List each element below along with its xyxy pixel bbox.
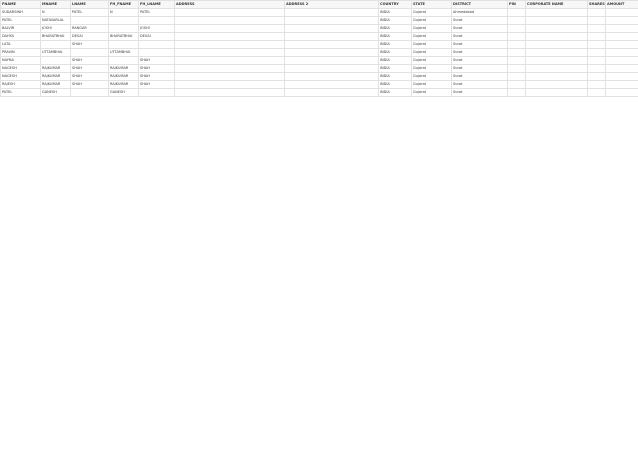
table-cell[interactable] [588,57,606,65]
column-header[interactable]: FNAME [1,1,41,9]
column-header[interactable]: DISTRICT [452,1,508,9]
table-cell[interactable] [606,25,638,33]
table-cell[interactable]: NAYNA [1,57,41,65]
table-cell[interactable]: INDIA [379,57,412,65]
table-cell[interactable]: SHAH [139,57,175,65]
table-row[interactable] [1,49,638,57]
table-cell[interactable] [588,89,606,97]
table-cell[interactable]: SHAH [71,41,109,49]
table-cell[interactable] [175,81,285,89]
table-cell[interactable]: LATA [1,41,41,49]
table-cell[interactable]: N [41,9,71,17]
table-cell[interactable]: RAJKUMAR [41,81,71,89]
table-cell[interactable]: RAJKUMAR [109,65,139,73]
table-cell[interactable] [285,41,379,49]
data-table [0,0,638,97]
table-cell[interactable]: GANESH [41,89,71,97]
table-cell[interactable] [175,65,285,73]
table-row[interactable] [1,65,638,73]
table-cell[interactable]: INDIA [379,89,412,97]
table-cell[interactable]: SHAH [71,65,109,73]
table-cell[interactable] [109,57,139,65]
table-cell[interactable] [588,49,606,57]
table-cell[interactable]: PRAVIN [1,49,41,57]
table-cell[interactable]: INDIA [379,41,412,49]
table-cell[interactable] [588,73,606,81]
table-cell[interactable] [526,41,588,49]
table-cell[interactable] [508,89,526,97]
column-header[interactable]: STATE [412,1,452,9]
table-cell[interactable] [285,49,379,57]
table-cell[interactable]: Surat [452,17,508,25]
table-cell[interactable] [175,9,285,17]
table-cell[interactable] [526,17,588,25]
table-cell[interactable]: Gujarat [412,41,452,49]
table-cell[interactable] [139,49,175,57]
table-cell[interactable] [109,25,139,33]
table-cell[interactable] [606,81,638,89]
table-cell[interactable]: RANGAR [71,25,109,33]
table-cell[interactable] [285,9,379,17]
table-cell[interactable]: PATEL [1,89,41,97]
table-cell[interactable] [175,25,285,33]
table-cell[interactable]: Gujarat [412,57,452,65]
table-cell[interactable] [41,41,71,49]
table-cell[interactable]: Surat [452,73,508,81]
column-header[interactable]: COUNTRY [379,1,412,9]
table-cell[interactable]: Surat [452,57,508,65]
table-row[interactable] [1,73,638,81]
table-cell[interactable] [508,49,526,57]
column-header[interactable]: FH_LNAME [139,1,175,9]
table-cell[interactable] [526,65,588,73]
table-cell[interactable] [606,57,638,65]
table-cell[interactable]: Gujarat [412,89,452,97]
table-cell[interactable] [606,65,638,73]
table-cell[interactable] [508,17,526,25]
table-cell[interactable]: SHAH [139,81,175,89]
table-cell[interactable] [71,89,109,97]
table-cell[interactable]: JOSHI [41,25,71,33]
table-cell[interactable] [175,89,285,97]
table-cell[interactable] [526,73,588,81]
table-cell[interactable] [588,9,606,17]
column-header[interactable]: FH_FNAME [109,1,139,9]
table-cell[interactable] [508,81,526,89]
table-cell[interactable]: Surat [452,25,508,33]
table-cell[interactable] [285,81,379,89]
table-cell[interactable] [71,17,109,25]
table-cell[interactable] [109,41,139,49]
table-cell[interactable]: BHARATBHAI [109,33,139,41]
table-cell[interactable] [508,41,526,49]
table-cell[interactable]: NAGESH [1,65,41,73]
table-cell[interactable]: Gujarat [412,9,452,17]
table-cell[interactable] [606,17,638,25]
table-cell[interactable]: UTTAMBHAI [109,49,139,57]
table-cell[interactable] [526,89,588,97]
table-cell[interactable] [139,17,175,25]
table-cell[interactable]: INDIA [379,17,412,25]
table-cell[interactable] [285,25,379,33]
table-cell[interactable] [588,17,606,25]
table-row[interactable] [1,33,638,41]
table-cell[interactable] [588,33,606,41]
table-cell[interactable] [285,33,379,41]
table-cell[interactable]: UTTAMBHAI [41,49,71,57]
header-row [1,1,638,9]
table-cell[interactable]: DESAI [139,33,175,41]
table-cell[interactable]: RAJKUMAR [109,81,139,89]
table-cell[interactable] [175,17,285,25]
table-cell[interactable]: RAJKUMAR [41,65,71,73]
table-row[interactable] [1,89,638,97]
table-cell[interactable] [588,25,606,33]
table-cell[interactable]: SHAH [71,57,109,65]
table-cell[interactable]: BALVIR [1,25,41,33]
table-cell[interactable] [175,33,285,41]
table-cell[interactable]: RAJESH [1,81,41,89]
table-cell[interactable] [588,41,606,49]
table-cell[interactable] [588,65,606,73]
table-cell[interactable]: Surat [452,81,508,89]
column-header[interactable]: CORPORATE NAME [526,1,588,9]
table-cell[interactable] [285,57,379,65]
table-cell[interactable]: DESAI [71,33,109,41]
table-cell[interactable]: SHAH [139,73,175,81]
table-cell[interactable]: INDIA [379,33,412,41]
column-header[interactable]: MNAME [41,1,71,9]
table-row[interactable] [1,41,638,49]
table-cell[interactable] [139,41,175,49]
table-cell[interactable]: Gujarat [412,73,452,81]
table-cell[interactable]: INDIA [379,73,412,81]
table-cell[interactable] [71,49,109,57]
table-cell[interactable]: SHAH [71,73,109,81]
table-cell[interactable] [606,33,638,41]
table-row[interactable] [1,9,638,17]
table-cell[interactable] [606,49,638,57]
table-cell[interactable] [41,57,71,65]
table-cell[interactable]: Gujarat [412,49,452,57]
table-cell[interactable] [526,81,588,89]
table-cell[interactable]: PATEL [71,9,109,17]
table-cell[interactable]: INDIA [379,25,412,33]
table-cell[interactable]: SHAH [139,65,175,73]
table-cell[interactable] [508,57,526,65]
table-cell[interactable] [606,89,638,97]
table-cell[interactable] [285,73,379,81]
table-cell[interactable] [109,17,139,25]
table-cell[interactable] [526,25,588,33]
table-cell[interactable] [508,73,526,81]
table-cell[interactable]: RAJKUMAR [41,73,71,81]
table-cell[interactable] [606,9,638,17]
table-cell[interactable] [508,65,526,73]
table-cell[interactable]: Surat [452,89,508,97]
table-cell[interactable]: BHARATBHAI [41,33,71,41]
table-cell[interactable] [175,41,285,49]
table-cell[interactable] [588,81,606,89]
table-cell[interactable] [526,57,588,65]
table-cell[interactable]: Gujarat [412,25,452,33]
table-cell[interactable]: Gujarat [412,33,452,41]
table-row[interactable] [1,57,638,65]
table-cell[interactable]: SUDARSINH [1,9,41,17]
table-cell[interactable]: JOSHI [139,25,175,33]
column-header[interactable]: SHARES [588,1,606,9]
column-header[interactable]: LNAME [71,1,109,9]
table-cell[interactable]: INDIA [379,65,412,73]
table-body [1,9,638,97]
table-cell[interactable]: Surat [452,33,508,41]
table-row[interactable] [1,25,638,33]
table-cell[interactable]: Gujarat [412,65,452,73]
column-header[interactable]: AMOUNT [606,1,638,9]
table-row[interactable] [1,81,638,89]
table-cell[interactable] [139,89,175,97]
table-cell[interactable]: NAGESH [1,73,41,81]
table-cell[interactable]: PATEL [1,17,41,25]
column-header[interactable]: ADDRESS 2 [285,1,379,9]
table-cell[interactable]: Gujarat [412,81,452,89]
table-cell[interactable]: Ahmedabad [452,9,508,17]
table-cell[interactable] [606,41,638,49]
table-cell[interactable]: Surat [452,49,508,57]
table-cell[interactable]: NATAVARLAL [41,17,71,25]
table-cell[interactable] [285,65,379,73]
table-cell[interactable]: INDIA [379,9,412,17]
table-cell[interactable] [285,17,379,25]
column-header[interactable]: ADDRESS [175,1,285,9]
table-cell[interactable] [285,89,379,97]
table-cell[interactable]: PATEL [139,9,175,17]
table-cell[interactable] [508,9,526,17]
table-row[interactable] [1,17,638,25]
table-cell[interactable]: Gujarat [412,17,452,25]
table-cell[interactable]: GANESH [109,89,139,97]
column-header[interactable]: PIN [508,1,526,9]
table-cell[interactable] [508,33,526,41]
table-cell[interactable] [526,9,588,17]
table-cell[interactable]: Surat [452,65,508,73]
table-cell[interactable] [508,25,526,33]
table-cell[interactable] [175,73,285,81]
table-cell[interactable]: DAHYA [1,33,41,41]
table-cell[interactable] [526,33,588,41]
table-cell[interactable]: SHAH [71,81,109,89]
table-cell[interactable] [606,73,638,81]
table-cell[interactable] [175,49,285,57]
table-cell[interactable]: RAJKUMAR [109,73,139,81]
table-cell[interactable]: N [109,9,139,17]
table-cell[interactable] [175,57,285,65]
table-cell[interactable]: INDIA [379,49,412,57]
table-cell[interactable]: INDIA [379,81,412,89]
table-cell[interactable]: Surat [452,41,508,49]
table-cell[interactable] [526,49,588,57]
